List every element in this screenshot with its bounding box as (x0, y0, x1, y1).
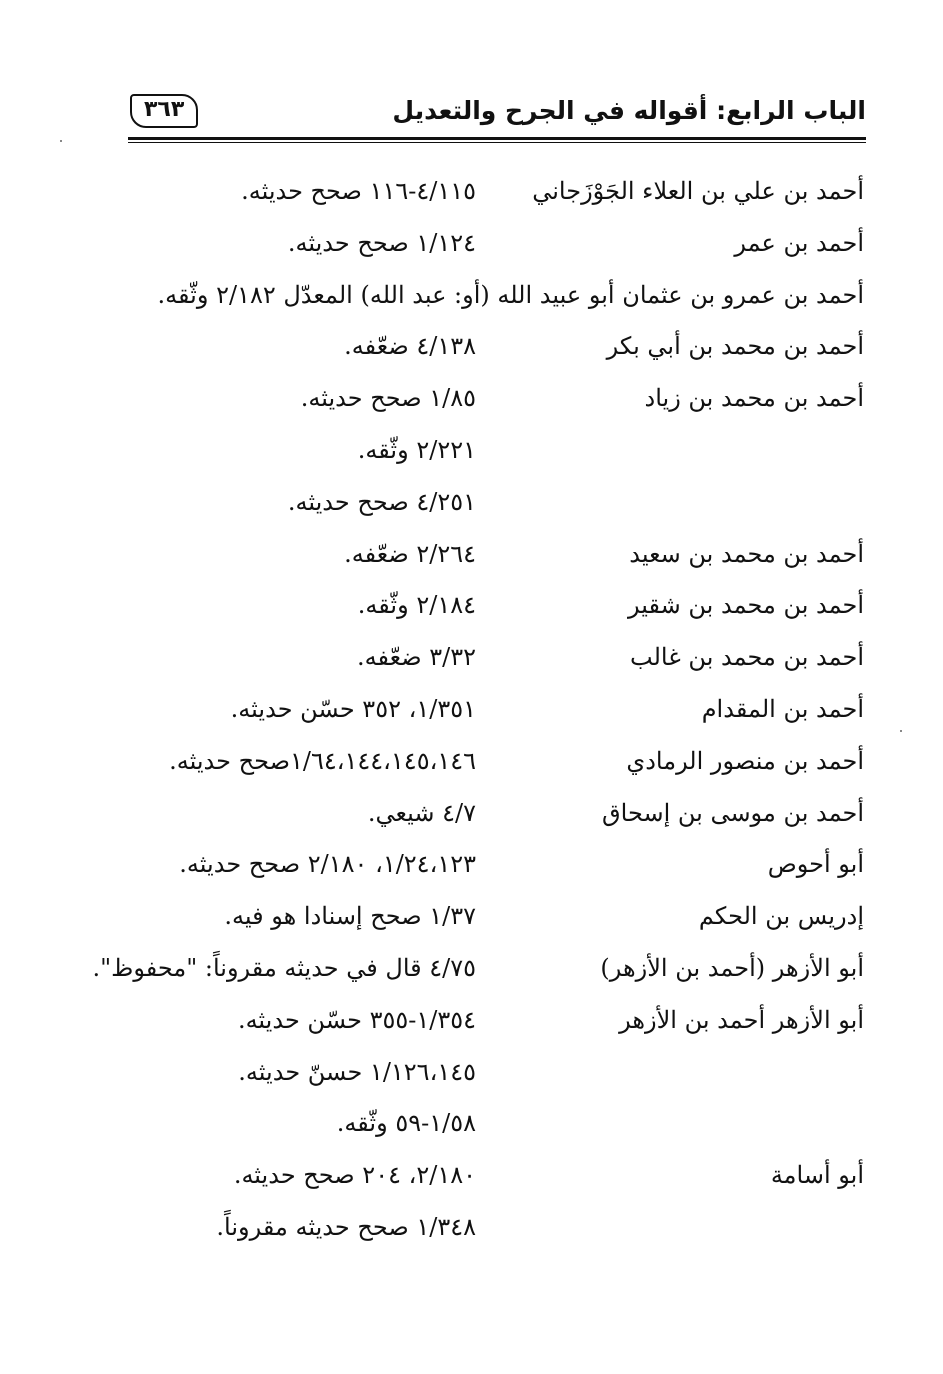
reference: ١/٣٥١، ٣٥٢ حسّن حديثه. (230, 694, 476, 723)
narrator-name: أحمد بن المقدام (701, 694, 864, 723)
reference: ٤/٧ شيعي. (367, 798, 476, 827)
list-item (128, 1097, 866, 1149)
narrator-name: أحمد بن محمد بن سعيد (629, 539, 864, 568)
reference: ١/٥٨-٥٩ وثّقه. (336, 1109, 476, 1138)
narrator-name: أحمد بن منصور الرمادي (626, 746, 864, 775)
reference: ٤/٧٥ قال في حديثه مقروناً: "محفوظ". (92, 953, 476, 982)
narrator-name: أحمد بن محمد بن شقير (628, 591, 864, 620)
list-item (128, 269, 866, 321)
reference: ١/١٢٦،١٤٥ حسنّ حديثه. (238, 1057, 476, 1086)
list-item (128, 1201, 866, 1253)
list-item (128, 838, 866, 890)
narrator-name: أبو الأزهر أحمد بن الأزهر (619, 1005, 864, 1034)
entries-list (92, 165, 866, 1253)
list-item (128, 528, 866, 580)
narrator-name: أحمد بن موسى بن إسحاق (602, 798, 864, 827)
header-rule (128, 137, 866, 143)
reference: ١/٦٤،١٤٤،١٤٥،١٤٦صحح حديثه. (169, 746, 476, 775)
reference: ٢/٢٦٤ ضعّفه. (344, 539, 476, 568)
narrator-name: أبو الأزهر (أحمد بن الأزهر) (600, 953, 864, 982)
scan-speck (900, 730, 902, 732)
reference: ١/٢٤،١٢٣، ٢/١٨٠ صحح حديثه. (179, 850, 476, 879)
reference: ١/١٢٤ صحح حديثه. (287, 228, 476, 257)
list-item (128, 1149, 866, 1201)
chapter-title: الباب الرابع: أقواله في الجرح والتعديل (392, 96, 866, 125)
list-item (128, 1046, 866, 1098)
reference: ١/٨٥ صحح حديثه. (300, 384, 476, 413)
reference: ٢/١٨٠، ٢٠٤ صحح حديثه. (233, 1161, 476, 1190)
narrator-name: أحمد بن علي بن العلاء الجَوْزَجاني (532, 177, 864, 205)
reference: ٣/٣٢ ضعّفه. (357, 643, 476, 672)
reference: ٤/١٣٨ ضعّفه. (344, 332, 476, 361)
reference: ١/٣٧ صحح إسنادا هو فيه. (224, 902, 476, 931)
narrator-name: أحمد بن عمرو بن عثمان أبو عبيد الله (أو: عبد الله) المعدّل ٢/١٨٢ وثّقه. (157, 280, 864, 309)
list-item (128, 217, 866, 269)
reference: ٤/٢٥١ صحح حديثه. (287, 487, 476, 516)
reference: ٢/٢٢١ وثّقه. (357, 435, 476, 464)
page-header (128, 88, 866, 134)
list-item (128, 320, 866, 372)
scan-speck (60, 140, 62, 142)
list-item (128, 787, 866, 839)
list-item (128, 579, 866, 631)
narrator-name: أبو أسامة (770, 1161, 864, 1190)
narrator-name: أحمد بن محمد بن غالب (630, 643, 864, 672)
reference: ٤/١١٥-١١٦ صحح حديثه. (241, 177, 476, 205)
narrator-name: إدريس بن الحكم (698, 902, 864, 931)
page-number: ٣٦٣ (130, 94, 198, 128)
list-item (128, 631, 866, 683)
reference: ١/٣٤٨ صحح حديثه مقروناً. (216, 1212, 476, 1241)
reference: ٢/١٨٤ وثّقه. (357, 591, 476, 620)
list-item (128, 424, 866, 476)
list-item (128, 372, 866, 424)
list-item (92, 942, 866, 994)
narrator-name: أبو أحوص (767, 850, 864, 879)
list-item (128, 735, 866, 787)
reference: ١/٣٥٤-٣٥٥ حسّن حديثه. (237, 1005, 476, 1034)
narrator-name: أحمد بن محمد بن أبي بكر (606, 332, 864, 361)
list-item (128, 994, 866, 1046)
list-item (128, 476, 866, 528)
list-item (128, 165, 866, 217)
narrator-name: أحمد بن عمر (734, 228, 864, 257)
list-item (128, 890, 866, 942)
narrator-name: أحمد بن محمد بن زياد (644, 384, 864, 413)
list-item (128, 683, 866, 735)
